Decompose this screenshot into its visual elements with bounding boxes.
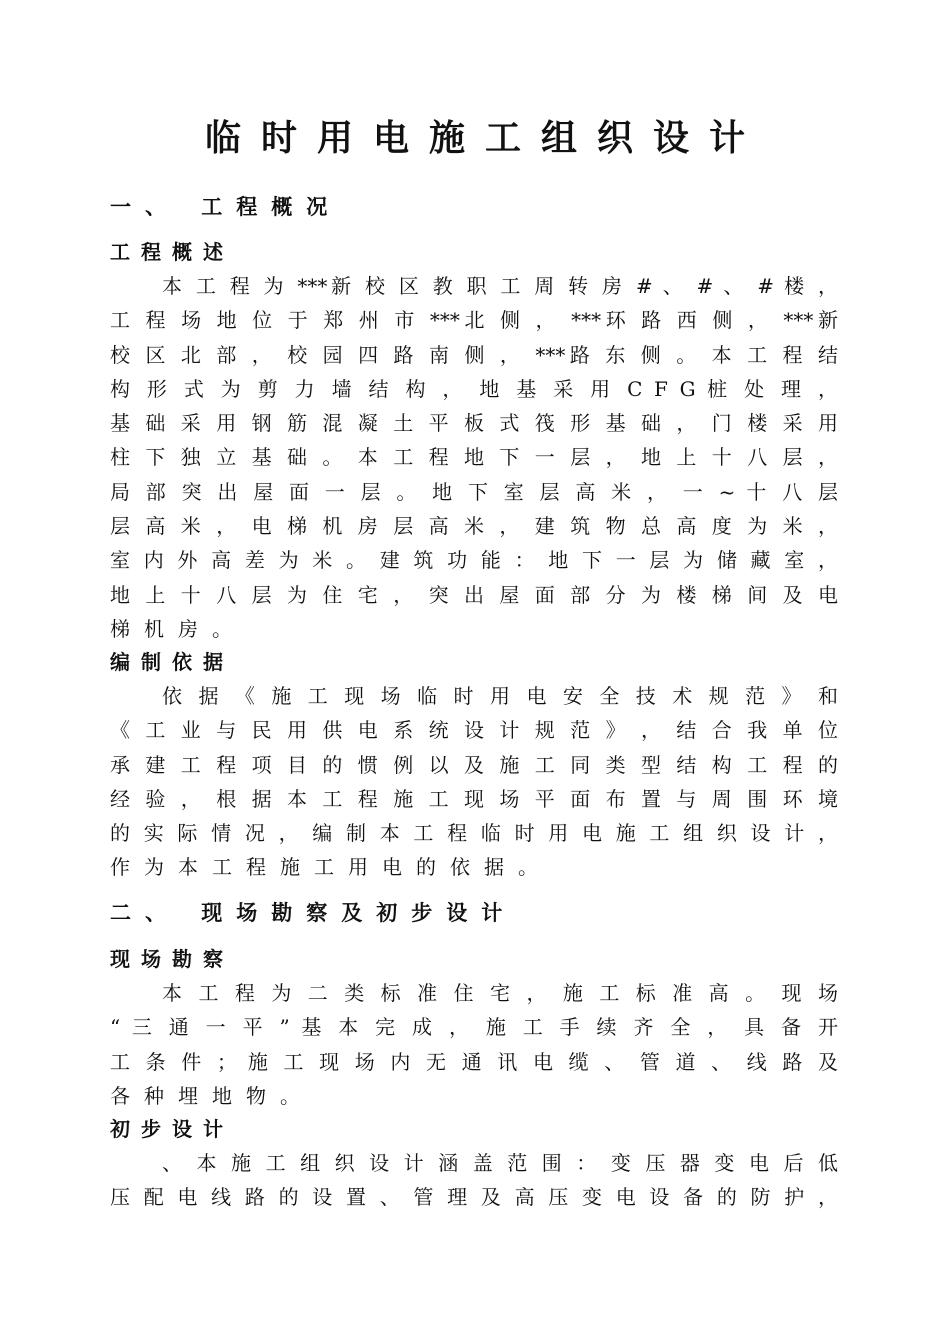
text-line: 地 上 十 八 层 为 住 宅 ， 突 出 屋 面 部 分 为 楼 梯 间 及 电 bbox=[110, 582, 838, 607]
document-title: 临时用电施工组织设计 bbox=[204, 117, 765, 159]
text-line: 室 内 外 高 差 为 米 。 建 筑 功 能 ： 地 下 一 层 为 储 藏 室 ， bbox=[110, 548, 838, 573]
text-line: 的 实 际 情 况 ， 编 制 本 工 程 临 时 用 电 施 工 组 织 设 计 ， bbox=[110, 821, 838, 846]
text-line: 经 验 ， 根 据 本 工 程 施 工 现 场 平 面 布 置 与 周 围 环 境 bbox=[110, 786, 838, 811]
paragraph-basis bbox=[110, 679, 838, 885]
text-line: 承 建 工 程 项 目 的 惯 例 以 及 施 工 同 类 型 结 构 工 程 的 bbox=[110, 752, 838, 777]
text-line: 校 区 北 部 ， 校 园 四 路 南 侧 ， ***路 东 侧 。 本 工 程 结 bbox=[110, 342, 838, 367]
section-heading-1: 一、 工程概况 bbox=[110, 194, 342, 219]
text-line: 层 高 米 ， 电 梯 机 房 层 高 米 ， 建 筑 物 总 高 度 为 米 ， bbox=[110, 514, 838, 539]
subsection-heading-overview: 工程概述 bbox=[110, 240, 234, 264]
subsection-heading-preliminary: 初步设计 bbox=[110, 1117, 234, 1141]
paragraph-preliminary bbox=[110, 1146, 838, 1215]
text-line: 柱 下 独 立 基 础 。 本 工 程 地 下 一 层 ， 地 上 十 八 层 ， bbox=[110, 445, 838, 470]
text-line: 本 工 程 为 ***新 校 区 教 职 工 周 转 房 # 、 # 、 # 楼 ， bbox=[162, 274, 838, 298]
text-line: 、 本 施 工 组 织 设 计 涵 盖 范 围 ： 变 压 器 变 电 后 低 bbox=[162, 1151, 838, 1175]
text-line: 各种埋地物。 bbox=[110, 1083, 314, 1108]
text-line: 压 配 电 线 路 的 设 置 、 管 理 及 高 压 变 电 设 备 的 防 护 ， bbox=[110, 1185, 838, 1210]
text-line: “ 三 通 一 平 ” 基 本 完 成 ， 施 工 手 续 齐 全 ， 具 备 开 bbox=[110, 1015, 838, 1040]
subsection-heading-basis: 编制依据 bbox=[110, 650, 234, 674]
section-heading-2: 二、 现场勘察及初步设计 bbox=[110, 900, 517, 925]
text-line: 《 工 业 与 民 用 供 电 系 统 设 计 规 范 》 ， 结 合 我 单 位 bbox=[110, 718, 838, 743]
text-line: 工 程 场 地 位 于 郑 州 市 ***北 侧 ， ***环 路 西 侧 ， ***新 bbox=[110, 308, 838, 333]
text-line: 本 工 程 为 二 类 标 准 住 宅 ， 施 工 标 准 高 。 现 场 bbox=[162, 981, 838, 1005]
text-line: 作为本工程施工用电的依据。 bbox=[110, 855, 552, 880]
paragraph-survey bbox=[110, 976, 838, 1113]
text-line: 局 部 突 出 屋 面 一 层 。 地 下 室 层 高 米 ， 一 ~ 十 八 层 bbox=[110, 479, 838, 504]
subsection-heading-survey: 现场勘察 bbox=[110, 947, 234, 971]
text-line: 工 条 件 ； 施 工 现 场 内 无 通 讯 电 缆 、 管 道 、 线 路 及 bbox=[110, 1049, 838, 1074]
text-line: 依 据 《 施 工 现 场 临 时 用 电 安 全 技 术 规 范 》 和 bbox=[162, 684, 838, 708]
text-line: 梯机房。 bbox=[110, 616, 246, 641]
text-line: 基 础 采 用 钢 筋 混 凝 土 平 板 式 筏 形 基 础 ， 门 楼 采 用 bbox=[110, 411, 838, 436]
text-line: 构 形 式 为 剪 力 墙 结 构 ， 地 基 采 用 C F G 桩 处 理 ， bbox=[110, 376, 838, 401]
paragraph-overview bbox=[110, 269, 838, 646]
